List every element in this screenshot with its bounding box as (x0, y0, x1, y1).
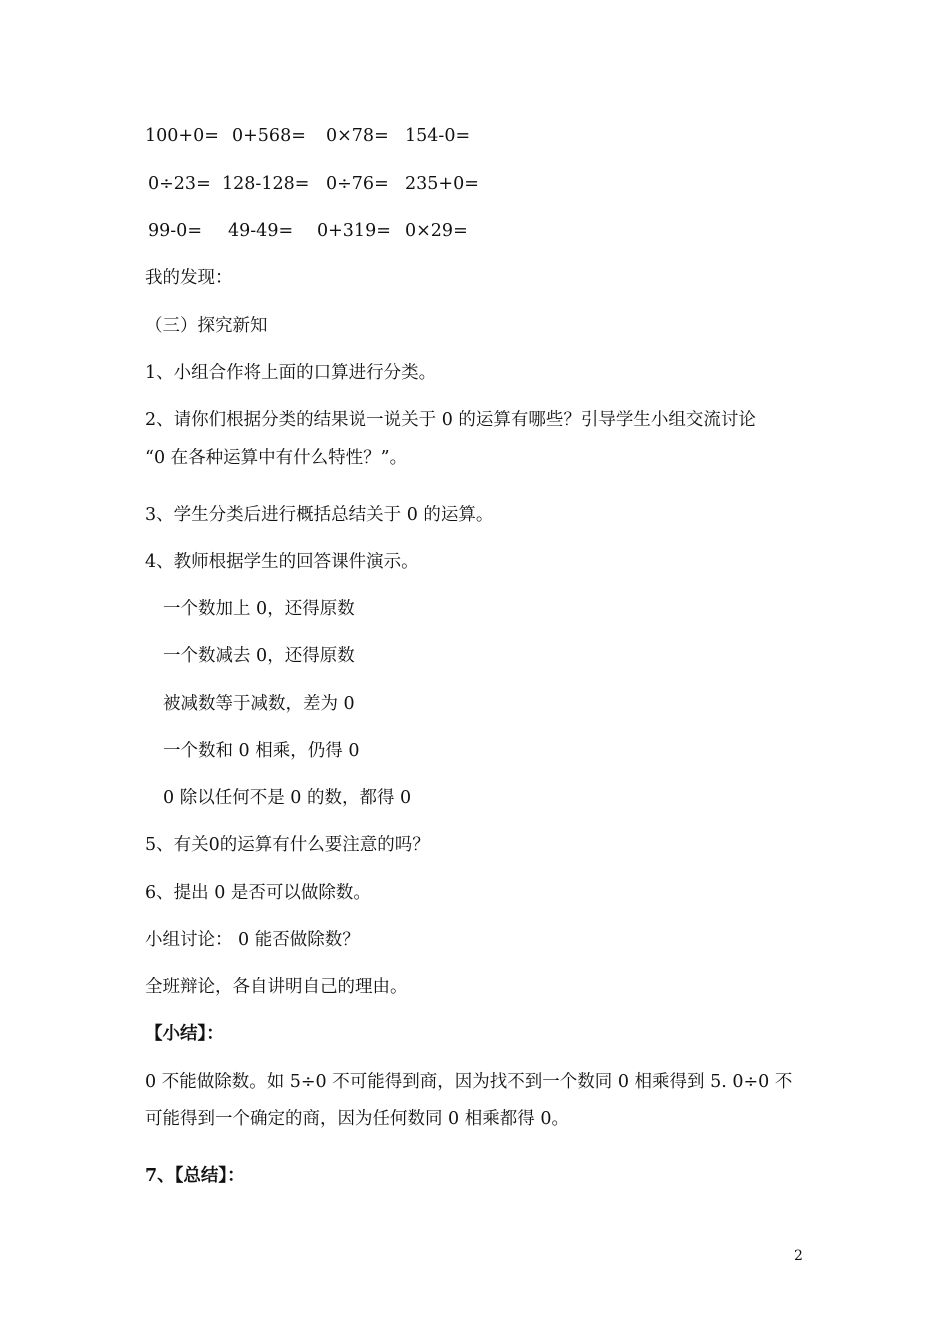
step-4: 4、教师根据学生的回答课件演示。 (145, 552, 419, 572)
summary-label: 【小结】： (145, 1024, 224, 1044)
discovery-label: 我的发现： (145, 268, 233, 288)
step-1: 1、小组合作将上面的口算进行分类。 (145, 363, 437, 383)
equation: 0×29= (405, 221, 468, 241)
rule-item: 一个数加上 0，还得原数 (163, 599, 355, 619)
summary-line-1: 0 不能做除数。如 5÷0 不可能得到商，因为找不到一个数同 0 相乘得到 5. 0÷0 不 (145, 1072, 793, 1092)
step-7-conclusion: 7、【总结】： (145, 1166, 245, 1186)
equation: 0×78= (326, 126, 389, 146)
equation: 99-0= (148, 221, 202, 241)
equation: 128-128= (222, 174, 310, 194)
rule-item: 一个数和 0 相乘，仍得 0 (163, 741, 360, 761)
step-5: 5、有关0的运算有什么要注意的吗？ (145, 835, 430, 855)
equation: 100+0= (145, 126, 219, 146)
equation: 0÷76= (326, 174, 389, 194)
equation: 0÷23= (148, 174, 211, 194)
equation: 154-0= (405, 126, 471, 146)
equation: 49-49= (228, 221, 294, 241)
rule-item: 被减数等于减数，差为 0 (163, 694, 355, 714)
summary-line-2: 可能得到一个确定的商，因为任何数同 0 相乘都得 0。 (145, 1109, 569, 1129)
step-3: 3、学生分类后进行概括总结关于 0 的运算。 (145, 505, 494, 525)
step-2-line-1: 2、请你们根据分类的结果说一说关于 0 的运算有哪些？引导学生小组交流讨论 (145, 410, 756, 430)
step-2-line-2: “0 在各种运算中有什么特性？”。 (145, 448, 408, 468)
step-6: 6、提出 0 是否可以做除数。 (145, 883, 371, 903)
equation: 0+319= (317, 221, 391, 241)
equation: 0+568= (232, 126, 306, 146)
page-number: 2 (794, 1248, 803, 1264)
section-title: （三）探究新知 (145, 316, 268, 336)
rule-item: 一个数减去 0，还得原数 (163, 646, 355, 666)
group-discussion: 小组讨论： 0 能否做除数？ (145, 930, 360, 950)
equation: 235+0= (405, 174, 479, 194)
class-debate: 全班辩论，各自讲明自己的理由。 (145, 977, 408, 997)
rule-item: 0 除以任何不是 0 的数，都得 0 (163, 788, 412, 808)
